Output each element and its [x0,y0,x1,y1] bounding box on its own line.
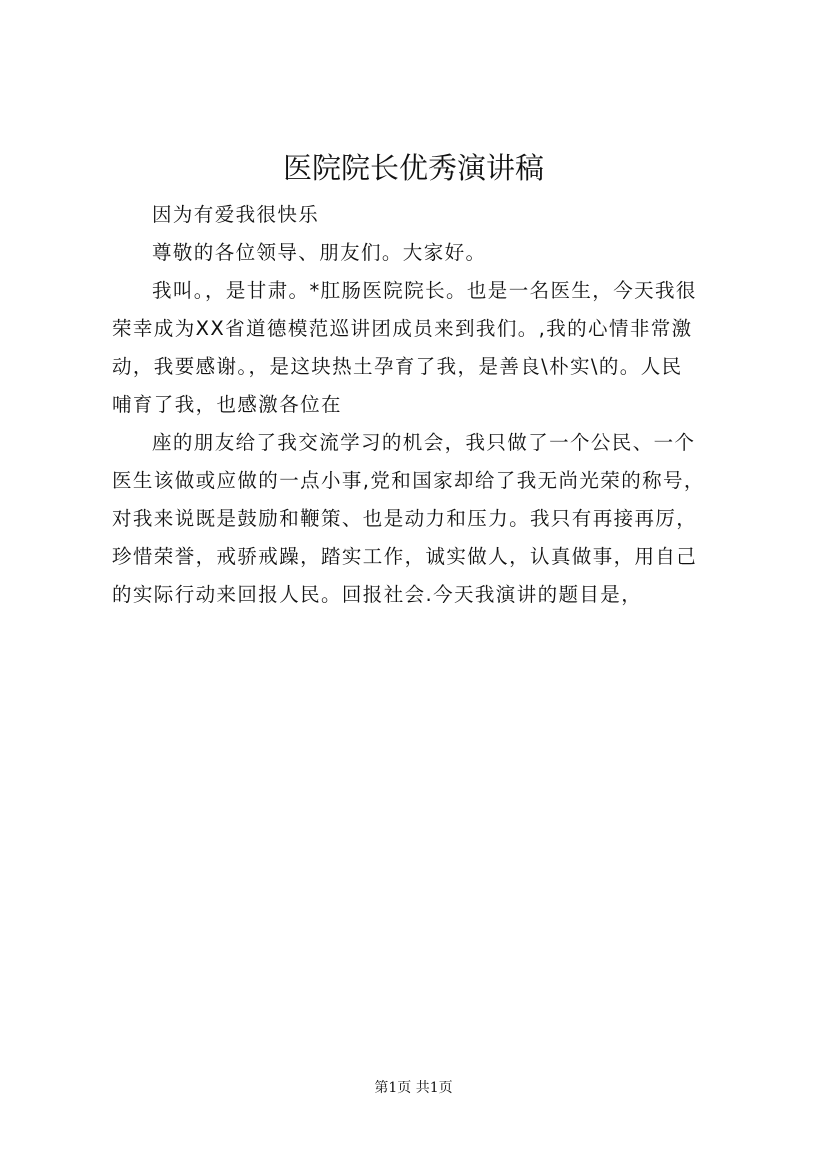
paragraph-line: 尊敬的各位领导、朋友们。大家好。 [152,241,487,264]
paragraph-line: 动，我要感谢。，是这块热土孕育了我，是善良\朴实\的。人民 [112,355,683,378]
paragraph-line: 哺育了我，也感激各位在 [112,393,342,416]
paragraph-line: 对我来说既是鼓励和鞭策、也是动力和压力。我只有再接再厉， [112,507,698,530]
paragraph-3 [112,272,728,424]
document-title: 医院院长优秀演讲稿 [282,151,544,185]
paragraph-line: 我叫。，是甘肃。*肛肠医院院长。也是一名医生，今天我很 [152,279,697,302]
paragraph-2 [112,234,728,272]
paragraph-1 [112,196,728,234]
page-footer: 第1页 共1页 [374,1080,453,1096]
document-body [112,196,728,614]
paragraph-line: 荣幸成为XX省道德模范巡讲团成员来到我们。,我的心情非常激 [112,317,693,340]
paragraph-4 [112,424,728,614]
paragraph-line: 的实际行动来回报人民。回报社会.今天我演讲的题目是， [112,583,643,606]
paragraph-line: 珍惜荣誉，戒骄戒躁，踏实工作，诚实做人，认真做事，用自己 [112,545,698,568]
paragraph-line: 医生该做或应做的一点小事,党和国家却给了我无尚光荣的称号， [112,469,705,492]
paragraph-line: 因为有爱我很快乐 [152,203,320,226]
paragraph-line: 座的朋友给了我交流学习的机会，我只做了一个公民、一个 [152,431,696,454]
